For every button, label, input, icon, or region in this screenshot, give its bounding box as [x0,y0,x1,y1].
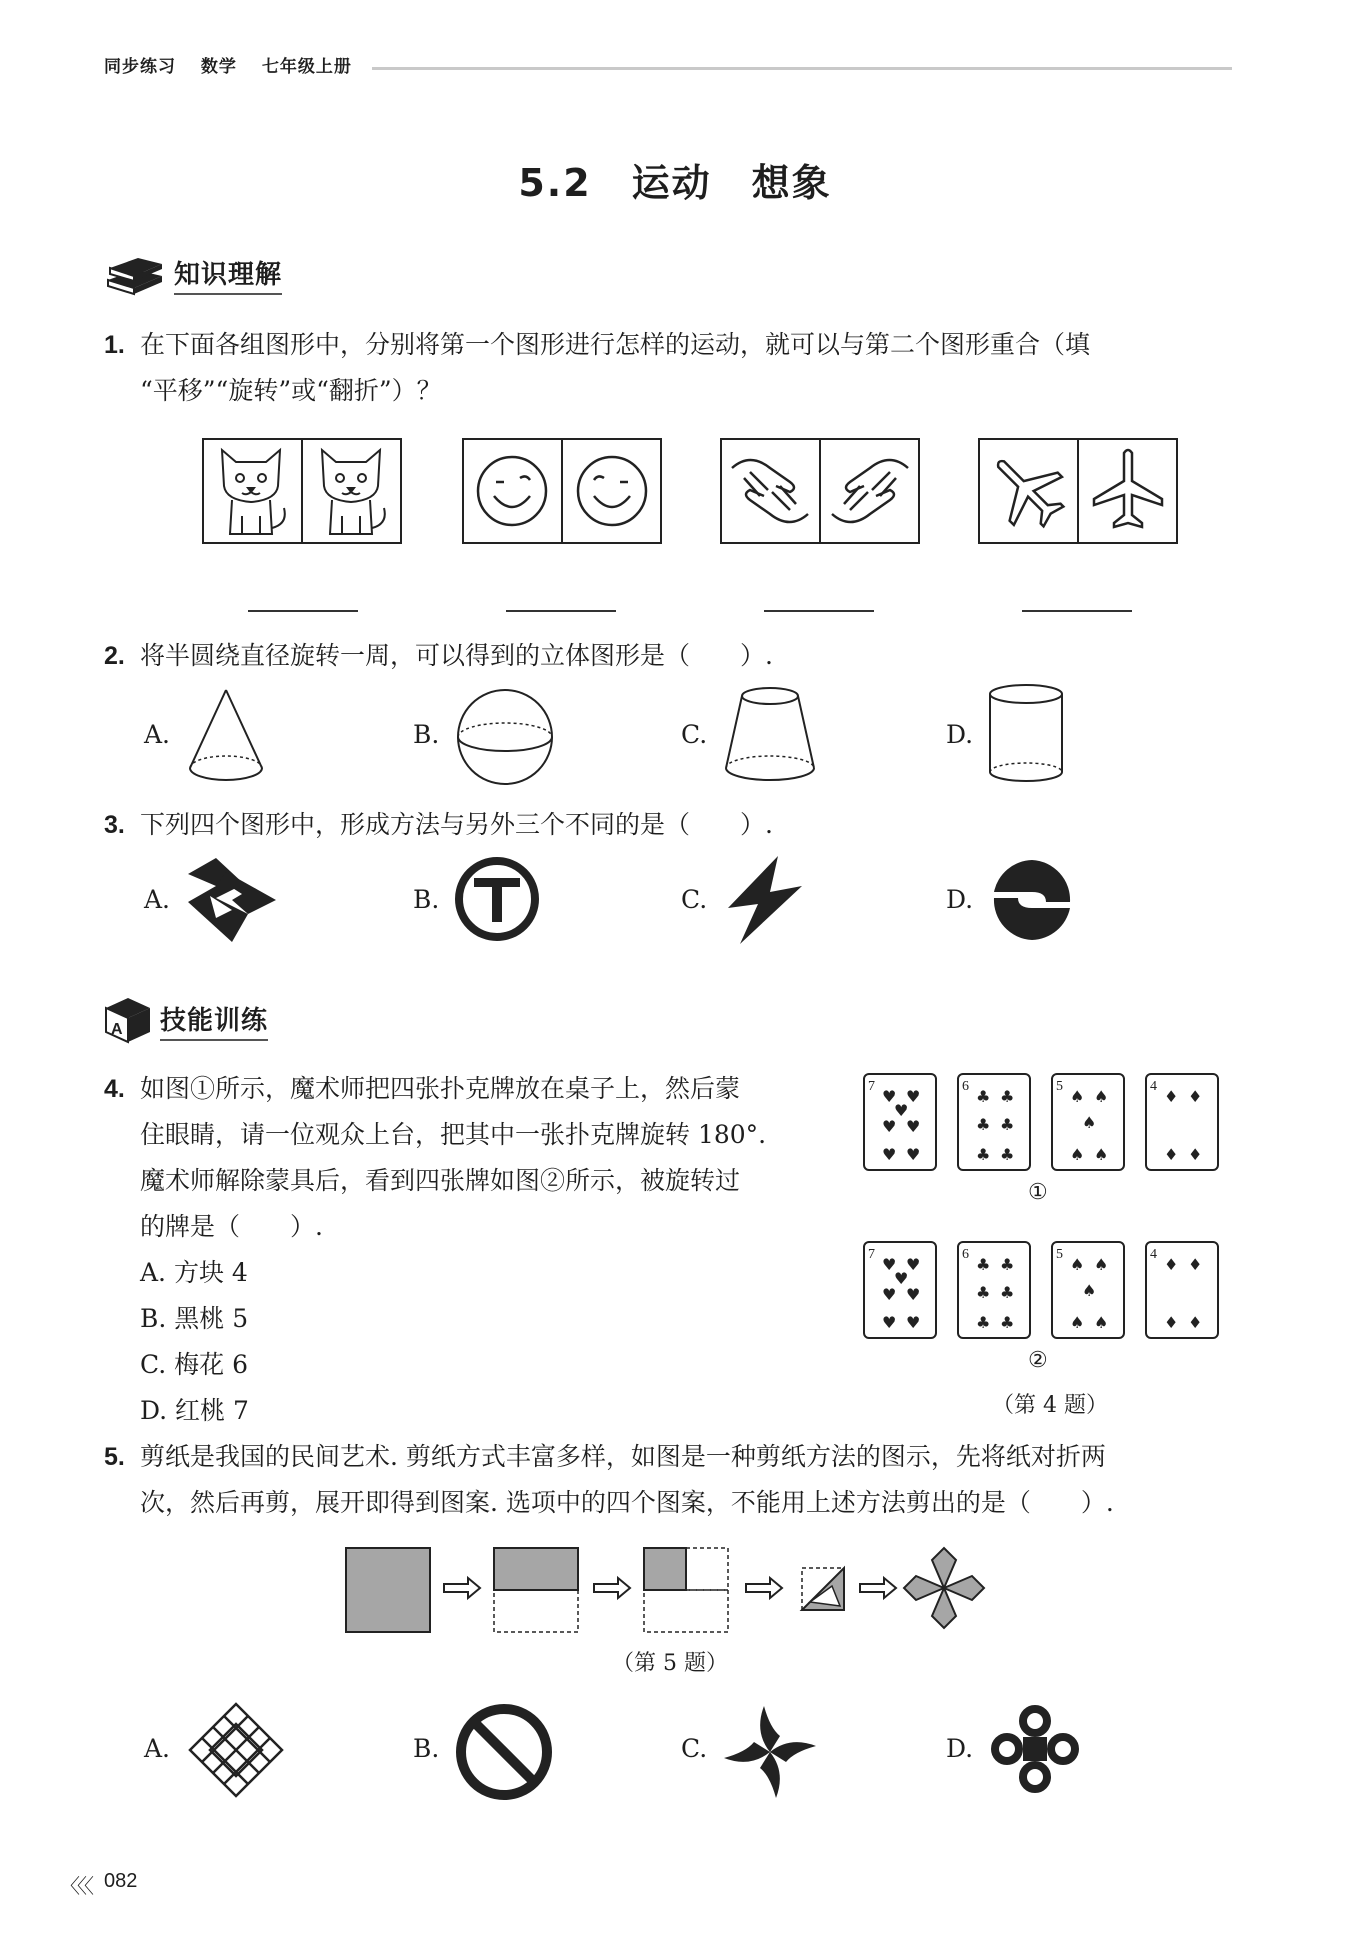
svg-text:♦: ♦ [1188,1313,1203,1332]
header-book: 同步练习 [104,57,176,77]
svg-text:♣: ♣ [976,1283,991,1302]
svg-text:♥: ♥ [882,1117,897,1136]
svg-text:♣: ♣ [976,1087,991,1106]
svg-text:♣: ♣ [976,1313,991,1332]
option-b-label: B. [413,1734,440,1763]
svg-text:♠: ♠ [1094,1255,1109,1274]
svg-text:♣: ♣ [1000,1115,1015,1134]
option-c-label: C. [681,720,708,749]
option-d-label: D. [946,885,974,914]
playing-card-icon [864,1074,936,1170]
svg-text:♣: ♣ [1000,1087,1015,1106]
running-header [104,52,370,77]
prohibition-sign-shape [454,1702,554,1802]
svg-text:♥: ♥ [906,1313,921,1332]
figure-pair-smileys [462,438,662,544]
svg-text:♥: ♥ [906,1255,921,1274]
question-5 [104,1434,1254,1526]
svg-text:♦: ♦ [1188,1255,1203,1274]
card-rank: 5 [1056,1247,1063,1262]
playing-card-icon [864,1242,936,1338]
question-number: 2. [104,642,125,670]
playing-card-icon [1146,1242,1218,1338]
header-rule [372,67,1232,70]
figure-pair-cats [202,438,402,544]
option-d-label: D. [946,1734,974,1763]
option-b[interactable]: B. 黑桃 5 [140,1304,249,1333]
svg-text:♦: ♦ [1164,1313,1179,1332]
svg-text:♥: ♥ [906,1117,921,1136]
question-number: 3. [104,811,125,839]
option-a-label: A. [144,885,171,914]
cards-figure-2 [862,1240,1222,1340]
question-text-cont: 的牌是（ ）. [140,1212,323,1241]
question-4 [104,1066,864,1434]
cut-pattern-result [904,1548,984,1628]
svg-text:♥: ♥ [906,1285,921,1304]
answer-blank-1[interactable] [248,608,358,612]
svg-text:♣: ♣ [1000,1283,1015,1302]
question-text: 在下面各组图形中，分别将第一个图形进行怎样的运动，就可以与第二个图形重合（填 [140,330,1091,359]
cone-icon [186,688,266,786]
svg-text:♥: ♥ [882,1255,897,1274]
question-text: 下列四个图形中，形成方法与另外三个不同的是（ ）. [140,810,773,839]
playing-card-icon [1146,1074,1218,1170]
svg-text:♦: ♦ [1164,1087,1179,1106]
figure-label-2: ② [1028,1348,1048,1373]
frustum-icon [722,686,818,786]
playing-card-icon [1052,1074,1124,1170]
paper-folding-figure [344,1546,1004,1640]
card-rank: 4 [1150,1079,1157,1094]
section-skills: 技能训练 [160,1000,268,1041]
pinwheel-shape [720,1702,820,1802]
answer-blank-2[interactable] [506,608,616,612]
svg-text:♥: ♥ [882,1313,897,1332]
playing-card-icon [1052,1242,1124,1338]
arrow-right-icon [860,1578,896,1598]
figure-caption-5: （第 5 题） [612,1651,728,1676]
question-3 [104,802,1254,848]
question-text-cont: 魔术师解除蒙具后，看到四张牌如图②所示，被旋转过 [140,1166,741,1195]
svg-text:♦: ♦ [1188,1145,1203,1164]
page-marker: 〈〈〈 [60,1876,91,1898]
question-number: 1. [104,331,125,359]
svg-text:♠: ♠ [1070,1255,1085,1274]
question-text-cont: “平移”“旋转”或“翻折”）？ [140,376,442,405]
svg-text:♥: ♥ [906,1145,921,1164]
svg-text:♣: ♣ [1000,1255,1015,1274]
page-number: 082 [104,1870,138,1892]
svg-text:♣: ♣ [976,1145,991,1164]
card-rank: 4 [1150,1247,1157,1262]
svg-text:♥: ♥ [906,1087,921,1106]
svg-text:♥: ♥ [882,1087,897,1106]
question-text-cont: 次，然后再剪，展开即得到图案. 选项中的四个图案，不能用上述方法剪出的是（ ）. [140,1488,1114,1517]
svg-text:♣: ♣ [976,1115,991,1134]
cube-a-icon [104,996,152,1044]
option-a-label: A. [144,720,171,749]
svg-text:♣: ♣ [1000,1313,1015,1332]
question-number: 4. [104,1075,125,1103]
cards-figure-1 [862,1072,1222,1172]
sphere-icon [456,688,554,786]
svg-text:♥: ♥ [894,1101,909,1120]
option-d-label: D. [946,720,974,749]
header-grade: 七年级上册 [261,57,352,77]
svg-text:♠: ♠ [1094,1145,1109,1164]
playing-card-icon [958,1242,1030,1338]
svg-text:♠: ♠ [1094,1087,1109,1106]
card-rank: 6 [962,1247,969,1262]
svg-text:♣: ♣ [976,1255,991,1274]
circled-t-shape [454,856,540,942]
four-rings-shape [990,1704,1080,1794]
svg-text:♥: ♥ [894,1269,909,1288]
option-c-label: C. [681,885,708,914]
answer-blank-3[interactable] [764,608,874,612]
arrow-right-icon [594,1578,630,1598]
question-text-cont: 住眼睛，请一位观众上台，把其中一张扑克牌旋转 180°. [140,1120,767,1149]
option-c-label: C. [681,1734,708,1763]
header-subject: 数学 [200,57,237,77]
svg-text:♦: ♦ [1164,1145,1179,1164]
figure-caption-4: （第 4 题） [992,1393,1108,1418]
svg-text:♣: ♣ [1000,1145,1015,1164]
card-rank: 6 [962,1079,969,1094]
question-2 [104,633,1254,679]
option-b-label: B. [413,720,440,749]
svg-text:♠: ♠ [1094,1313,1109,1332]
section-knowledge: 知识理解 [174,254,282,295]
svg-text:♠: ♠ [1070,1313,1085,1332]
question-text: 将半圆绕直径旋转一周，可以得到的立体图形是（ ）. [140,641,773,670]
svg-text:♥: ♥ [882,1285,897,1304]
lightning-shape [724,854,804,946]
answer-blank-4[interactable] [1022,608,1132,612]
books-icon [104,250,164,296]
knot-pattern-shape [186,1700,286,1800]
svg-text:♠: ♠ [1082,1281,1097,1300]
card-rank: 7 [868,1079,875,1094]
figure-label-1: ① [1028,1180,1048,1205]
split-circle-shape [990,858,1074,942]
option-a[interactable]: A. 方块 4 [140,1258,248,1287]
svg-text:♥: ♥ [882,1145,897,1164]
svg-text:♦: ♦ [1164,1255,1179,1274]
page-title: 5.2 运动 想象 [518,161,832,205]
zigzag-s-shape [186,856,278,944]
question-1 [104,322,1254,414]
cylinder-icon [988,684,1064,786]
arrow-right-icon [746,1578,782,1598]
arrow-right-icon [444,1578,480,1598]
card-rank: 5 [1056,1079,1063,1094]
option-d[interactable]: D. 红桃 7 [140,1396,249,1425]
svg-text:♠: ♠ [1070,1145,1085,1164]
svg-text:♠: ♠ [1070,1087,1085,1106]
playing-card-icon [958,1074,1030,1170]
figure-pair-hands [720,438,920,544]
option-a-label: A. [144,1734,171,1763]
question-text: 如图①所示，魔术师把四张扑克牌放在桌子上，然后蒙 [140,1074,741,1103]
question-number: 5. [104,1443,125,1471]
svg-text:A: A [111,1021,123,1038]
card-rank: 7 [868,1247,875,1262]
option-c[interactable]: C. 梅花 6 [140,1350,248,1379]
svg-text:♠: ♠ [1082,1113,1097,1132]
figure-pair-airplanes [978,438,1178,544]
svg-text:♦: ♦ [1188,1087,1203,1106]
option-b-label: B. [413,885,440,914]
question-text: 剪纸是我国的民间艺术. 剪纸方式丰富多样，如图是一种剪纸方法的图示，先将纸对折两 [140,1442,1106,1471]
